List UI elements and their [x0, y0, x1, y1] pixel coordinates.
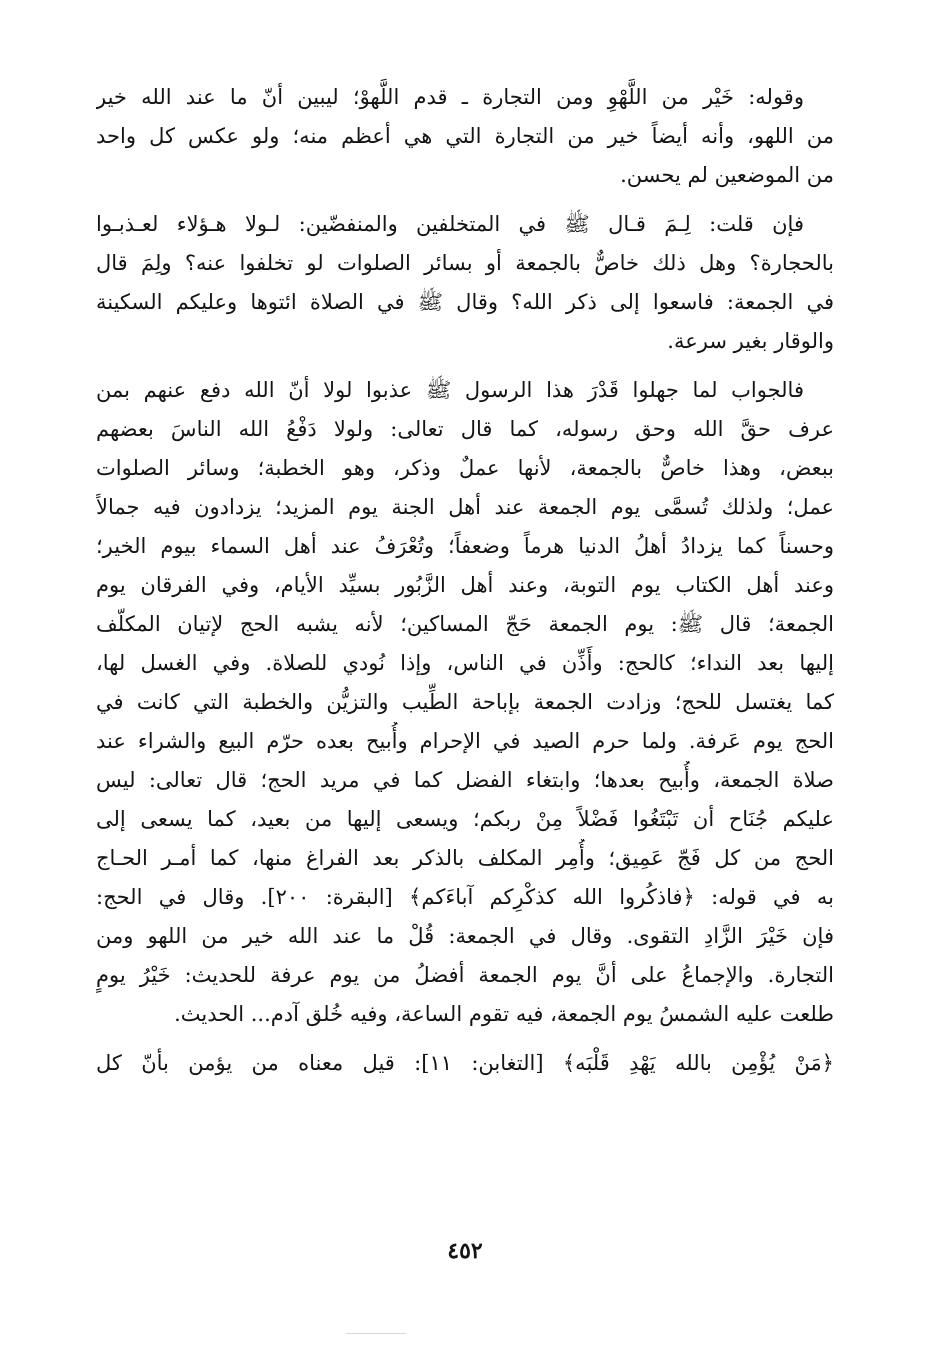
text-line: صلاة الجمعة، وأُبيح بعدها؛ وابتغاء الفضل كما في مريد الحج؛ قال تعالى: ليس — [96, 768, 834, 792]
text-line: وقوله: خَيْر من اللَّهْوِ ومن التجارة ـ قدم اللَّهوْ؛ ليبين أنّ ما عند الله خير — [96, 85, 804, 109]
text-line: التجارة. والإجماعُ على أنَّ يوم الجمعة أفضلُ من يوم عرفة للحديث: خَيْرُ يومٍ — [96, 963, 834, 987]
text-line: عمل؛ ولذلك تُسمَّى يوم الجمعة عند أهل الجنة يوم المزيد؛ يزدادون فيه جمالاً — [96, 495, 834, 519]
text-line: من اللهو، وأنه أيضاً خير من التجارة التي هي أعظم منه؛ ولو عكس كل واحد — [96, 124, 834, 148]
text-line: في الجمعة: فاسعوا إلى ذكر الله؟ وقال ﷺ في الصلاة ائتوها وعليكم السكينة — [96, 290, 834, 314]
text-line: وحسناً كما يزدادُ أهلُ الدنيا هرماً وضعفاً؛ وتُعْرَفُ عند أهل السماء بيوم الخير؛ — [96, 534, 834, 558]
text-line: عليكم جُنَاح أن تَبْتَغُوا فَضْلاً مِنْ ربكم؛ ويسعى إليها من بعيد، كما يسعى إلى — [96, 807, 834, 831]
text-line: كما يغتسل للحج؛ وزادت الجمعة بإباحة الطِّيب والتزيُّن والخطبة التي كانت في — [96, 690, 834, 714]
text-line: الحج يوم عَرفة. ولما حرم الصيد في الإحرام وأُبيح بعده حرّم البيع والشراء عند — [96, 729, 834, 753]
text-line: إليها بعد النداء؛ كالحج: وأَذِّن في الناس، وإذا نُودي للصلاة. وفي الغسل لها، — [96, 651, 834, 675]
page-text — [96, 78, 834, 1083]
text-line: ببعض، وهذا خاصٌّ بالجمعة، لأنها عملٌ وذكر، وهو الخطبة؛ وسائر الصلوات — [96, 456, 834, 480]
paragraph-3 — [96, 371, 834, 1034]
scan-speck — [346, 1333, 406, 1334]
text-line: من الموضعين لم يحسن. — [620, 163, 834, 187]
text-line: فإن خَيْرَ الزَّادِ التقوى. وقال في الجمعة: قُلْ ما عند الله خير من اللهو ومن — [96, 924, 834, 948]
paragraph-2 — [96, 205, 834, 361]
text-line: وعند أهل الكتاب يوم التوبة، وعند أهل الزَّبُور بسيِّد الأيام، وفي الفرقان يوم — [96, 573, 834, 597]
text-line: طلعت عليه الشمسُ يوم الجمعة، فيه تقوم الساعة، وفيه خُلق آدم... الحديث. — [174, 1002, 834, 1026]
text-line: الجمعة؛ قال ﷺ: يوم الجمعة حَجّ المساكين؛ لأنه يشبه الحج لإتيان المكلّف — [96, 612, 834, 636]
paragraph-1 — [96, 78, 834, 195]
text-line: ﴿مَنْ يُؤْمِن بالله يَهْدِ قَلْبَه﴾ [التغابن: ١١]: قيل معناه من يؤمن بأنّ كل — [96, 1051, 834, 1075]
page-number: ٤٥٢ — [447, 1238, 483, 1264]
text-line: فالجواب لما جهلوا قَدْرَ هذا الرسول ﷺ عذبوا لولا أنّ الله دفع عنهم بمن — [96, 378, 804, 402]
text-line: به في قوله: ﴿فاذكُروا الله كذكْرِكم آباءَكم﴾ [البقرة: ٢٠٠]. وقال في الحج: — [96, 885, 834, 909]
text-line: فإن قلت: لِـمَ قـال ﷺ في المتخلفين والمنفضّين: لـولا هـؤلاء لعـذبـوا — [96, 212, 804, 236]
text-line: والوقار بغير سرعة. — [667, 329, 834, 353]
paragraph-4 — [96, 1044, 834, 1083]
text-line: عرف حقَّ الله وحق رسوله، كما قال تعالى: ولولا دَفْعُ الله الناسَ بعضهم — [96, 417, 834, 441]
text-line: الحج من كل فَجّ عَمِيق؛ وأُمِر المكلف بالذكر بعد الفراغ منها، كما أمـر الحـاج — [96, 846, 834, 870]
text-line: بالحجارة؟ وهل ذلك خاصٌّ بالجمعة أو بسائر الصلوات لو تخلفوا عنه؟ ولِمَ قال — [96, 251, 834, 275]
